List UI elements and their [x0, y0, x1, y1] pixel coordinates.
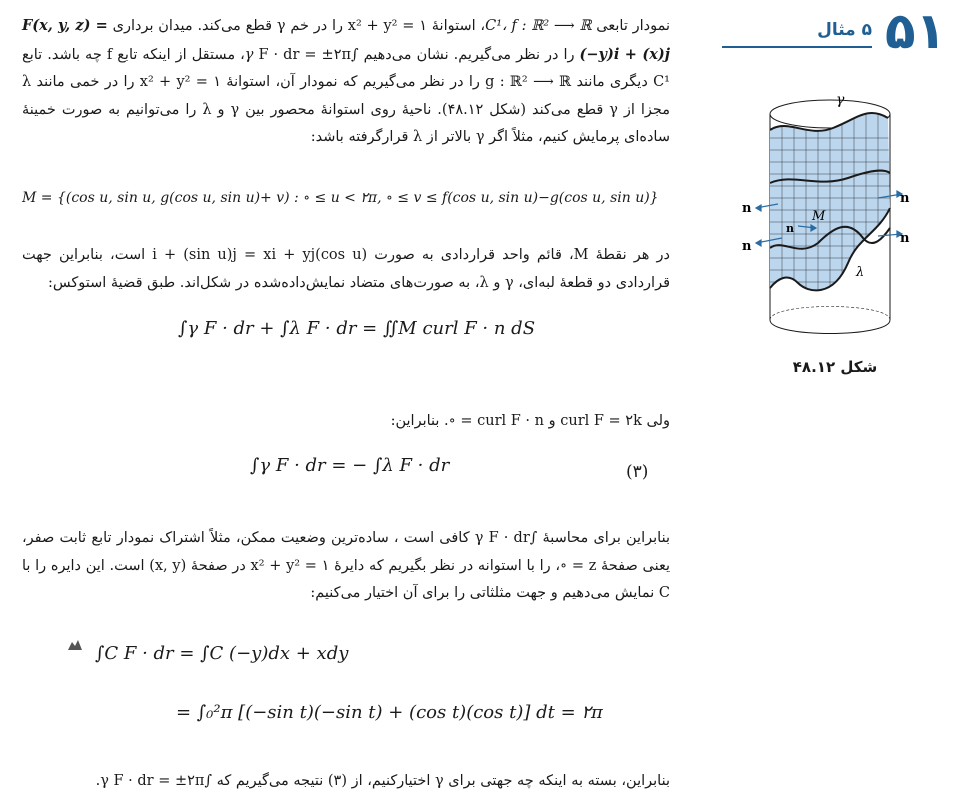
intro-part-b: C¹، [485, 18, 512, 34]
normal-label-right-2: n [900, 231, 910, 246]
intro-part-g: γ [244, 46, 254, 63]
gamma-label: γ [836, 92, 845, 108]
normal-label-right-1: n [900, 191, 910, 206]
example-number-large: ۵۱ [884, 2, 946, 60]
example-label: ۵ مثال [817, 20, 872, 40]
figure-caption: شکل ۴۸.۱۲ [792, 358, 878, 376]
manifold-parametrisation: M = {(cos u, sin u, g(cos u, sin u)+ v) : ∘ ≤ u < ۲π, ∘ ≤ v ≤ f(cos u, sin u)−g(cos u, sin u)} [22, 190, 659, 206]
intro-vector-field: F(x, y, z) = (−y)i + (x)j [22, 17, 670, 63]
equation-3-number: (۳) [626, 462, 649, 482]
equation-stokes: ∫γ F · dr + ∫λ F · dr = ∬M curl F · n dS [178, 318, 536, 339]
paragraph-curl: ولی curl F = ۲k و curl F · n = ∘. بنابراین: [390, 413, 670, 429]
normal-label-inner: n [786, 222, 794, 235]
printer-mark-icon [66, 637, 84, 653]
intro-part-h: F · dr = ±۲π، مستقل از اینکه تابع f چه باشد. تابع C¹ دیگری مانند g : ℝ² ⟶ ℝ را در نظر می‌گیریم که نمودار آن، استوانهٔ ۱ = x² + y² را در خمی مانند λ مجزا از γ قطع می‌کند (شکل ۴۸.۱۲). ناحیهٔ روی استوانهٔ محصور بین γ و λ را می‌توانیم به صورت خمینهٔ ساده‌ای پرمایش کنیم، مثلاً اگر γ بالاتر از λ قرارگرفته باشد: [22, 46, 670, 145]
paragraph-circle: بنابراین برای محاسبهٔ ∫γ F · dr کافی است ، ساده‌ترین وضعیت ممکن، مثلاً اشتراک نمودار تابع ثابت صفر، یعنی صفحهٔ z = ∘، را با استوانه در نظر بگیریم که دایرهٔ ۱ = x² + y² در صفحهٔ (x, y) است. این دایره را با C نمایش می‌دهیم و جهت مثلثاتی را برای آن اختیار می‌کنیم: [22, 530, 670, 601]
intro-part-a: نمودار تابعی [591, 18, 671, 34]
equation-circle-evaluation: = ∫₀²π [(−sin t)(−sin t) + (cos t)(cos t)] dt = ۲π [176, 702, 603, 723]
example-underline [722, 46, 872, 48]
equation-circle-integral: ∫C F · dr = ∫C (−y)dx + xdy [95, 643, 349, 664]
intro-map: f : ℝ² ⟶ ℝ [511, 18, 592, 34]
intro-part-d: ، استوانهٔ ۱ = x² + y² را در خم γ قطع می‌کند. میدان برداری [107, 18, 486, 34]
paragraph-intro [22, 12, 670, 152]
normal-label-left-1: n [742, 201, 752, 216]
normal-label-left-2: n [742, 239, 752, 254]
equation-3: ∫γ F · dr = − ∫λ F · dr [250, 455, 450, 476]
example-header [710, 2, 946, 60]
surface-band [768, 103, 893, 303]
paragraph-normal: در هر نقطهٔ M، قائم واحد قراردادی به صورت (cos u)i + (sin u)j = xi + yj است، بنابراین جهت قراردادی دو قطعهٔ لبه‌ای، γ و λ، به صورت‌های متضاد نمایش‌داده‌شده در شکل‌اند. طبق قضیهٔ استوکس: [22, 247, 670, 291]
cylinder-figure [738, 88, 924, 350]
m-label: M [812, 209, 826, 224]
lambda-label: λ [856, 265, 865, 280]
intro-part-f: را در نظر می‌گیریم. نشان می‌دهیم ∫ [351, 46, 580, 63]
paragraph-conclusion: بنابراین، بسته به اینکه چه جهتی برای γ اختیارکنیم، از (۳) نتیجه می‌گیریم که ∫γ F · dr = ±۲π. [95, 773, 670, 789]
